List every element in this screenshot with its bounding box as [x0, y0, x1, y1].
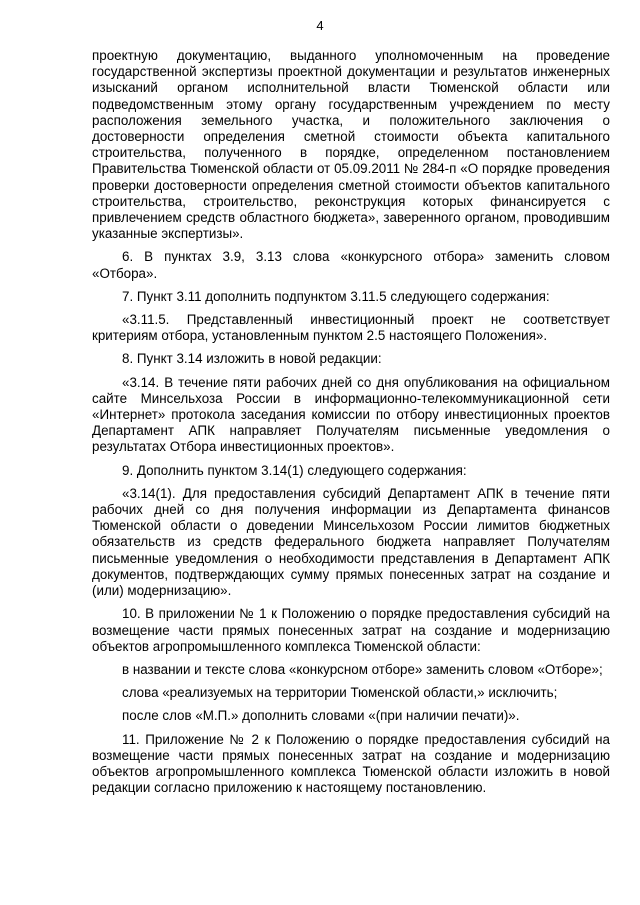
- paragraph-item-10: 10. В приложении № 1 к Положению о порядке предоставления субсидий на возмещение части прямых понесенных затрат на создание и модернизацию объектов агропромышленного комплекса Тюменской области:: [92, 606, 610, 654]
- page-number: 4: [316, 18, 324, 33]
- paragraph-item-8: 8. Пункт 3.14 изложить в новой редакции:: [122, 351, 382, 367]
- paragraph-item-10-sub-2: слова «реализуемых на территории Тюменской области,» исключить;: [122, 685, 558, 701]
- paragraph-item-9: 9. Дополнить пунктом 3.14(1) следующего содержания:: [122, 462, 467, 478]
- paragraph-item-6: 6. В пунктах 3.9, 3.13 слова «конкурсного отбора» заменить словом «Отбора».: [92, 249, 610, 281]
- paragraph-item-10-sub-3: после слов «М.П.» дополнить словами «(при наличии печати)».: [122, 708, 520, 724]
- document-body: [92, 48, 610, 803]
- paragraph-quote-3-14: «3.14. В течение пяти рабочих дней со дня опубликования на официальном сайте Минсельхоза России в информационно-телекоммуникационной сети «Интернет» протокола заседания комиссии по отбору инвестиционных проектов Департамент АПК направляет Получателям письменные уведомления о результатах Отбора инвестиционных проектов».: [92, 374, 610, 455]
- paragraph-continuation: проектную документацию, выданного уполномоченным на проведение государственной экспертизы проектной документации и результатов инженерных изысканий органом исполнительной власти Тюменской области или подведомственным этому органу государственным учреждением по месту расположения земельного участка, и положительного заключения о достоверности определения сметной стоимости объекта капитального строительства, полученного в порядке, определенном постановлением Правительства Тюменской области от 05.09.2011 № 284-п «О порядке проведения проверки достоверности определения сметной стоимости объектов капитального строительства, строительство, реконструкция которых финансируется с привлечением средств областного бюджета», заверенного органом, проводившим указанные экспертизы».: [92, 48, 610, 242]
- paragraph-quote-3-11-5: «3.11.5. Представленный инвестиционный проект не соответствует критериям отбора, установленным пунктом 2.5 настоящего Положения».: [92, 312, 610, 344]
- paragraph-item-7: 7. Пункт 3.11 дополнить подпунктом 3.11.5 следующего содержания:: [122, 288, 550, 304]
- paragraph-item-10-sub-1: в названии и тексте слова «конкурсном отборе» заменить словом «Отборе»;: [122, 661, 603, 677]
- paragraph-quote-3-14-1: «3.14(1). Для предоставления субсидий Департамент АПК в течение пяти рабочих дней со дня получения информации из Департамента финансов Тюменской области о доведении Минсельхозом России лимитов бюджетных обязательств из средств федерального бюджета направляет Получателям письменные уведомления о необходимости представления в Департамент АПК документов, подтверждающих сумму прямых понесенных затрат на создание и (или) модернизацию».: [92, 485, 610, 599]
- paragraph-item-11: 11. Приложение № 2 к Положению о порядке предоставления субсидий на возмещение части прямых понесенных затрат на создание и модернизацию объектов агропромышленного комплекса Тюменской области изложить в новой редакции согласно приложению к настоящему постановлению.: [92, 731, 610, 796]
